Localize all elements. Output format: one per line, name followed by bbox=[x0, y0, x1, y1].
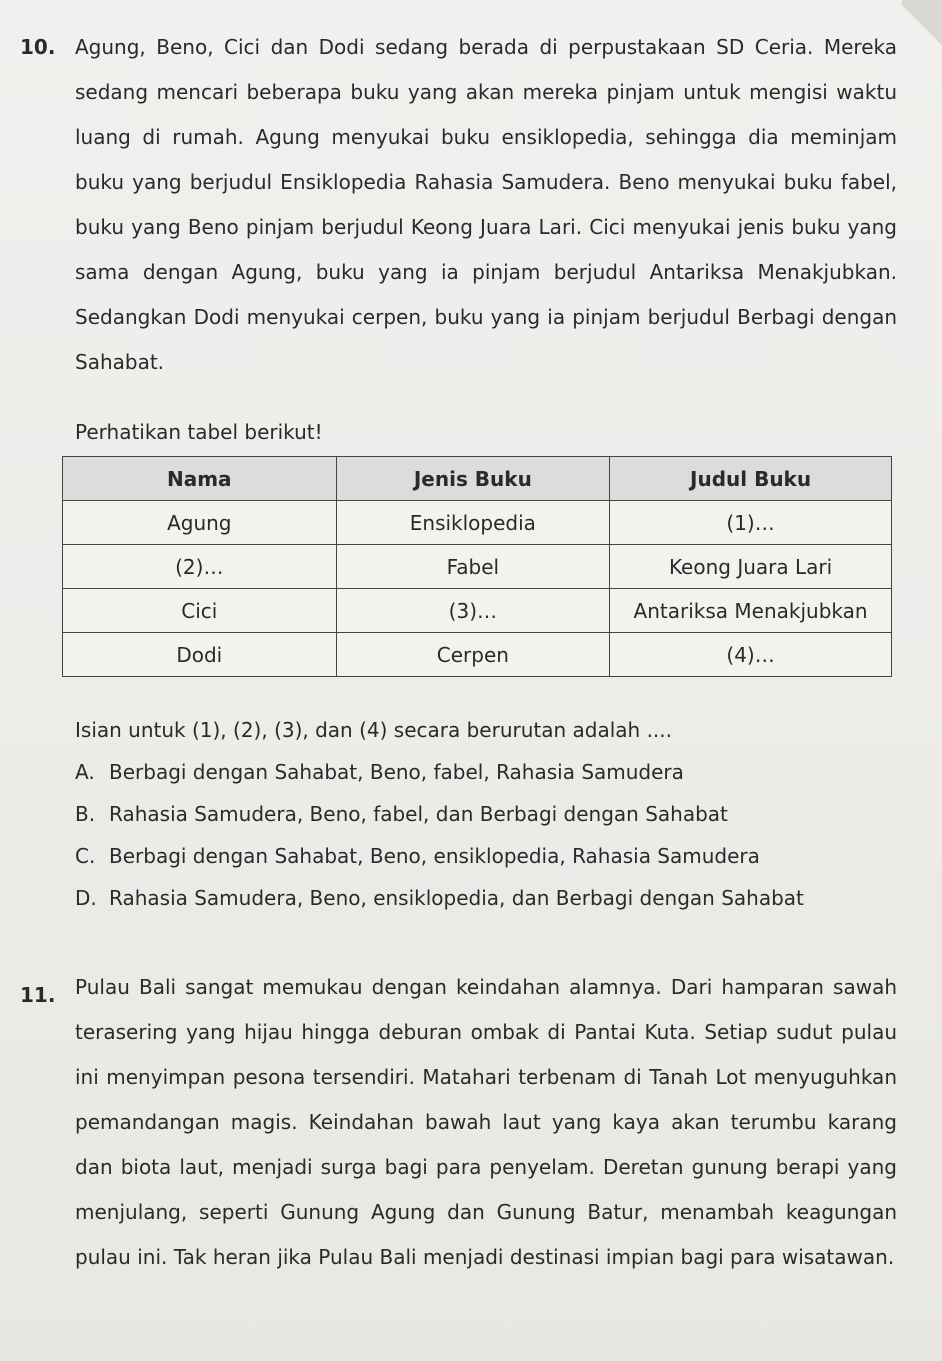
cell-nama: Dodi bbox=[63, 633, 337, 677]
cell-jenis: Cerpen bbox=[336, 633, 610, 677]
question-10-prompt: Isian untuk (1), (2), (3), dan (4) secara berurutan adalah .... bbox=[75, 718, 673, 742]
option-letter: B. bbox=[75, 802, 96, 826]
table-instruction: Perhatikan tabel berikut! bbox=[75, 420, 323, 444]
option-text: Berbagi dengan Sahabat, Beno, fabel, Rahasia Samudera bbox=[109, 760, 684, 784]
header-jenis-buku: Jenis Buku bbox=[336, 457, 610, 501]
cell-jenis: (3)… bbox=[336, 589, 610, 633]
cell-nama: Cici bbox=[63, 589, 337, 633]
table-row bbox=[63, 545, 892, 589]
question-11-number: 11. bbox=[20, 983, 56, 1007]
question-10-number: 10. bbox=[20, 35, 56, 59]
question-11-paragraph: Pulau Bali sangat memukau dengan keindahan alamnya. Dari hamparan sawah terasering yang hijau hingga deburan ombak di Pantai Kuta. Setiap sudut pulau ini menyimpan pesona tersendiri. Matahari terbenam di Tanah Lot menyuguhkan pemandangan magis. Keindahan bawah laut yang kaya akan terumbu karang dan biota laut, menjadi surga bagi para penyelam. Deretan gunung berapi yang menjulang, seperti Gunung Agung dan Gunung Batur, menambah keagungan pulau ini. Tak heran jika Pulau Bali menjadi destinasi impian bagi para wisatawan. bbox=[75, 975, 897, 1269]
cell-judul: Keong Juara Lari bbox=[610, 545, 892, 589]
cell-nama: (2)… bbox=[63, 545, 337, 589]
option-letter: A. bbox=[75, 760, 95, 784]
cell-judul: (4)… bbox=[610, 633, 892, 677]
option-b[interactable] bbox=[75, 802, 728, 826]
header-judul-buku: Judul Buku bbox=[610, 457, 892, 501]
header-nama: Nama bbox=[63, 457, 337, 501]
cell-jenis: Ensiklopedia bbox=[336, 501, 610, 545]
option-a[interactable] bbox=[75, 760, 684, 784]
table-row bbox=[63, 633, 892, 677]
option-d[interactable] bbox=[75, 886, 804, 910]
option-letter: D. bbox=[75, 886, 97, 910]
option-text: Berbagi dengan Sahabat, Beno, ensiklopedia, Rahasia Samudera bbox=[109, 844, 760, 868]
option-letter: C. bbox=[75, 844, 96, 868]
option-c[interactable] bbox=[75, 844, 760, 868]
cell-nama: Agung bbox=[63, 501, 337, 545]
option-text: Rahasia Samudera, Beno, fabel, dan Berbagi dengan Sahabat bbox=[109, 802, 728, 826]
table-row bbox=[63, 501, 892, 545]
question-10-paragraph: Agung, Beno, Cici dan Dodi sedang berada di perpustakaan SD Ceria. Mereka sedang mencari beberapa buku yang akan mereka pinjam untuk mengisi waktu luang di rumah. Agung menyukai buku ensiklopedia, sehingga dia meminjam buku yang berjudul Ensiklopedia Rahasia Samudera. Beno menyukai buku fabel, buku yang Beno pinjam berjudul Keong Juara Lari. Cici menyukai jenis buku yang sama dengan Agung, buku yang ia pinjam berjudul Antariksa Menakjubkan. Sedangkan Dodi menyukai cerpen, buku yang ia pinjam berjudul Berbagi dengan Sahabat. bbox=[75, 35, 897, 374]
cell-judul: Antariksa Menakjubkan bbox=[610, 589, 892, 633]
option-text: Rahasia Samudera, Beno, ensiklopedia, dan Berbagi dengan Sahabat bbox=[109, 886, 804, 910]
table-row bbox=[63, 589, 892, 633]
cell-judul: (1)… bbox=[610, 501, 892, 545]
page-corner-fold bbox=[902, 0, 942, 60]
table-header-row bbox=[63, 457, 892, 501]
cell-jenis: Fabel bbox=[336, 545, 610, 589]
book-table bbox=[62, 456, 892, 677]
